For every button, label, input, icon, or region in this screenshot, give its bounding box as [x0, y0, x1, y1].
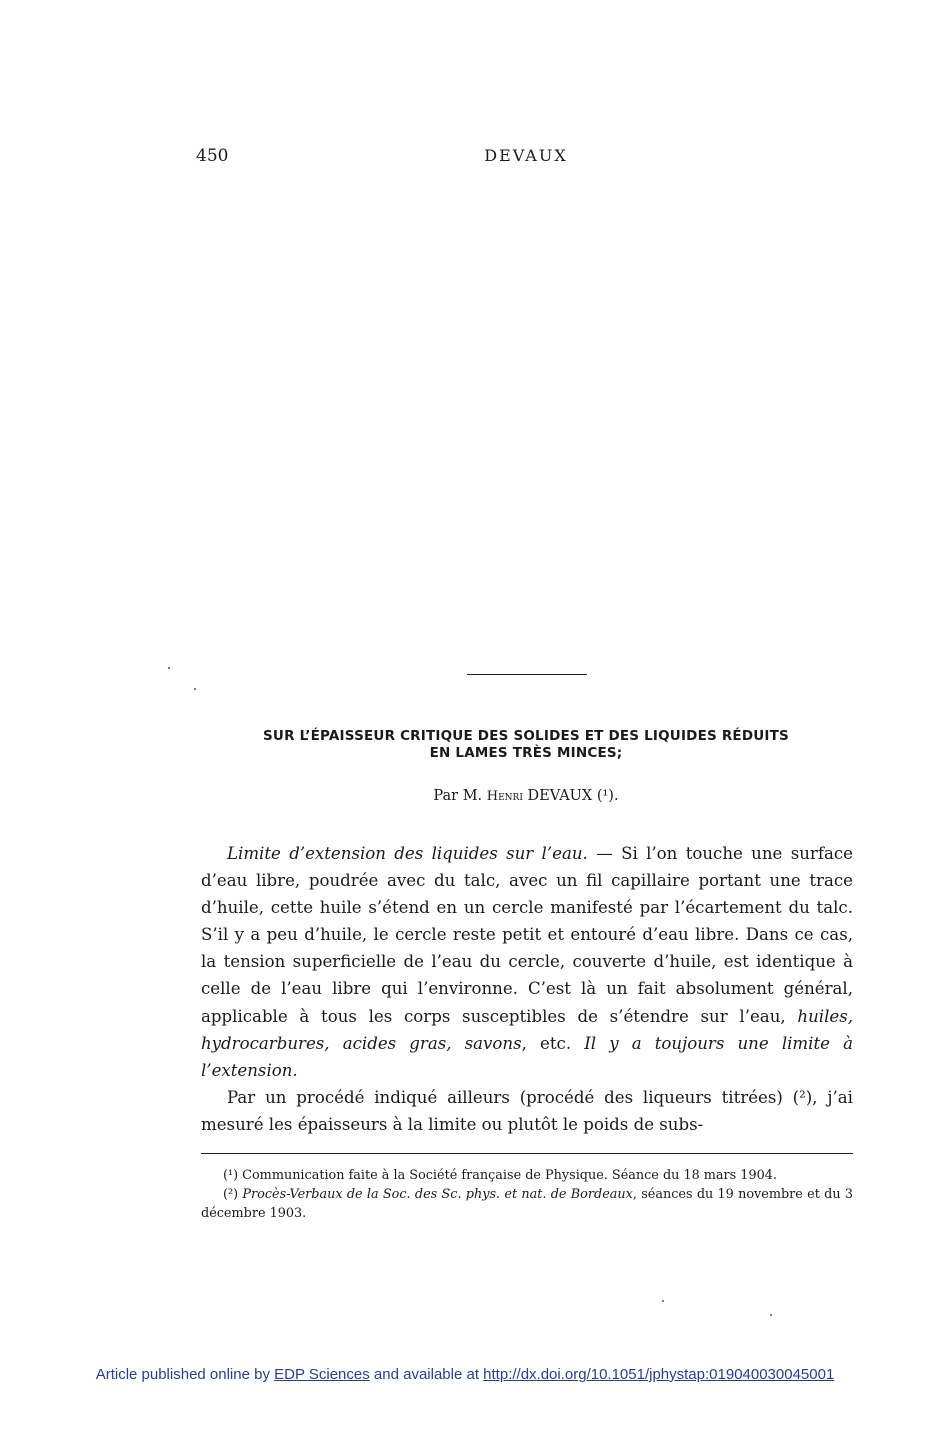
paragraph-1 — [201, 840, 853, 1084]
author-prefix: Par M. — [433, 788, 483, 804]
page-number: 450 — [196, 146, 229, 166]
paragraph-2: Par un procédé indiqué ailleurs (procédé des liqueurs titrées) (²), j’ai mesuré les épaisseurs à la limite ou plutôt le poids de subs- — [201, 1087, 853, 1134]
body-text — [201, 840, 853, 1138]
footnote-1: (¹) Communication faite à la Société française de Physique. Séance du 18 mars 1904. — [223, 1168, 777, 1183]
footer-middle: and available at — [369, 1366, 484, 1383]
paragraph-1-text-b: , etc. — [521, 1033, 585, 1053]
footnote-2-text: , séances du 19 novembre et du 3 décembre 1903. — [201, 1187, 854, 1221]
footnote-2 — [201, 1185, 853, 1223]
article-title-line-1: SUR L’ÉPAISSEUR CRITIQUE DES SOLIDES ET DES LIQUIDES RÉDUITS — [263, 728, 789, 744]
footnote-2-journal: Procès-Verbaux de la Soc. des Sc. phys. et nat. de Bordeaux — [242, 1187, 633, 1202]
running-head — [196, 146, 856, 168]
paragraph-1-text-a: — Si l’on touche une surface d’eau libre, poudrée avec du talc, avec un fil capillaire portant une trace d’huile, cette huile s’étend en un cercle manifesté par l’écartement du talc. S’il y a peu d’huile, le cercle reste petit et entouré d’eau libre. Dans ce cas, la tension superficielle de l’eau du cercle, couverte d’huile, est identique à celle de l’eau libre qui l’environne. C’est là un fait absolument général, applicable à tous les corps susceptibles de s’étendre sur l’eau, — [201, 844, 853, 1026]
publication-footer — [0, 1366, 930, 1383]
title-separator-rule — [467, 674, 587, 675]
article-title — [196, 728, 856, 762]
author-line — [196, 788, 856, 804]
footnotes — [201, 1166, 853, 1223]
doi-link[interactable]: http://dx.doi.org/10.1051/jphystap:019040030045001 — [483, 1366, 835, 1383]
scan-speck — [168, 667, 170, 669]
paragraph-1-italic-list: huiles, hydrocarbures, acides gras, savons — [201, 1006, 853, 1053]
publisher-link[interactable]: EDP Sciences — [274, 1366, 370, 1383]
footnote-separator-rule — [201, 1153, 853, 1154]
scan-speck — [662, 1300, 664, 1302]
section-heading: Limite d’extension des liquides sur l’eau. — [227, 844, 588, 863]
footer-prefix: Article published online by — [95, 1366, 275, 1383]
running-title: DEVAUX — [484, 146, 568, 165]
author-first-name: Henri — [486, 789, 523, 804]
scan-speck — [194, 688, 196, 690]
paragraph-1-italic-end: Il y a toujours une limite à l’extension. — [201, 1033, 853, 1080]
footnote-2-mark: (²) — [223, 1187, 243, 1202]
scan-speck — [770, 1314, 772, 1316]
author-last-name: DEVAUX — [527, 788, 593, 804]
article-title-line-2: EN LAMES TRÈS MINCES; — [429, 745, 623, 761]
author-footnote-ref: (¹). — [596, 788, 619, 804]
